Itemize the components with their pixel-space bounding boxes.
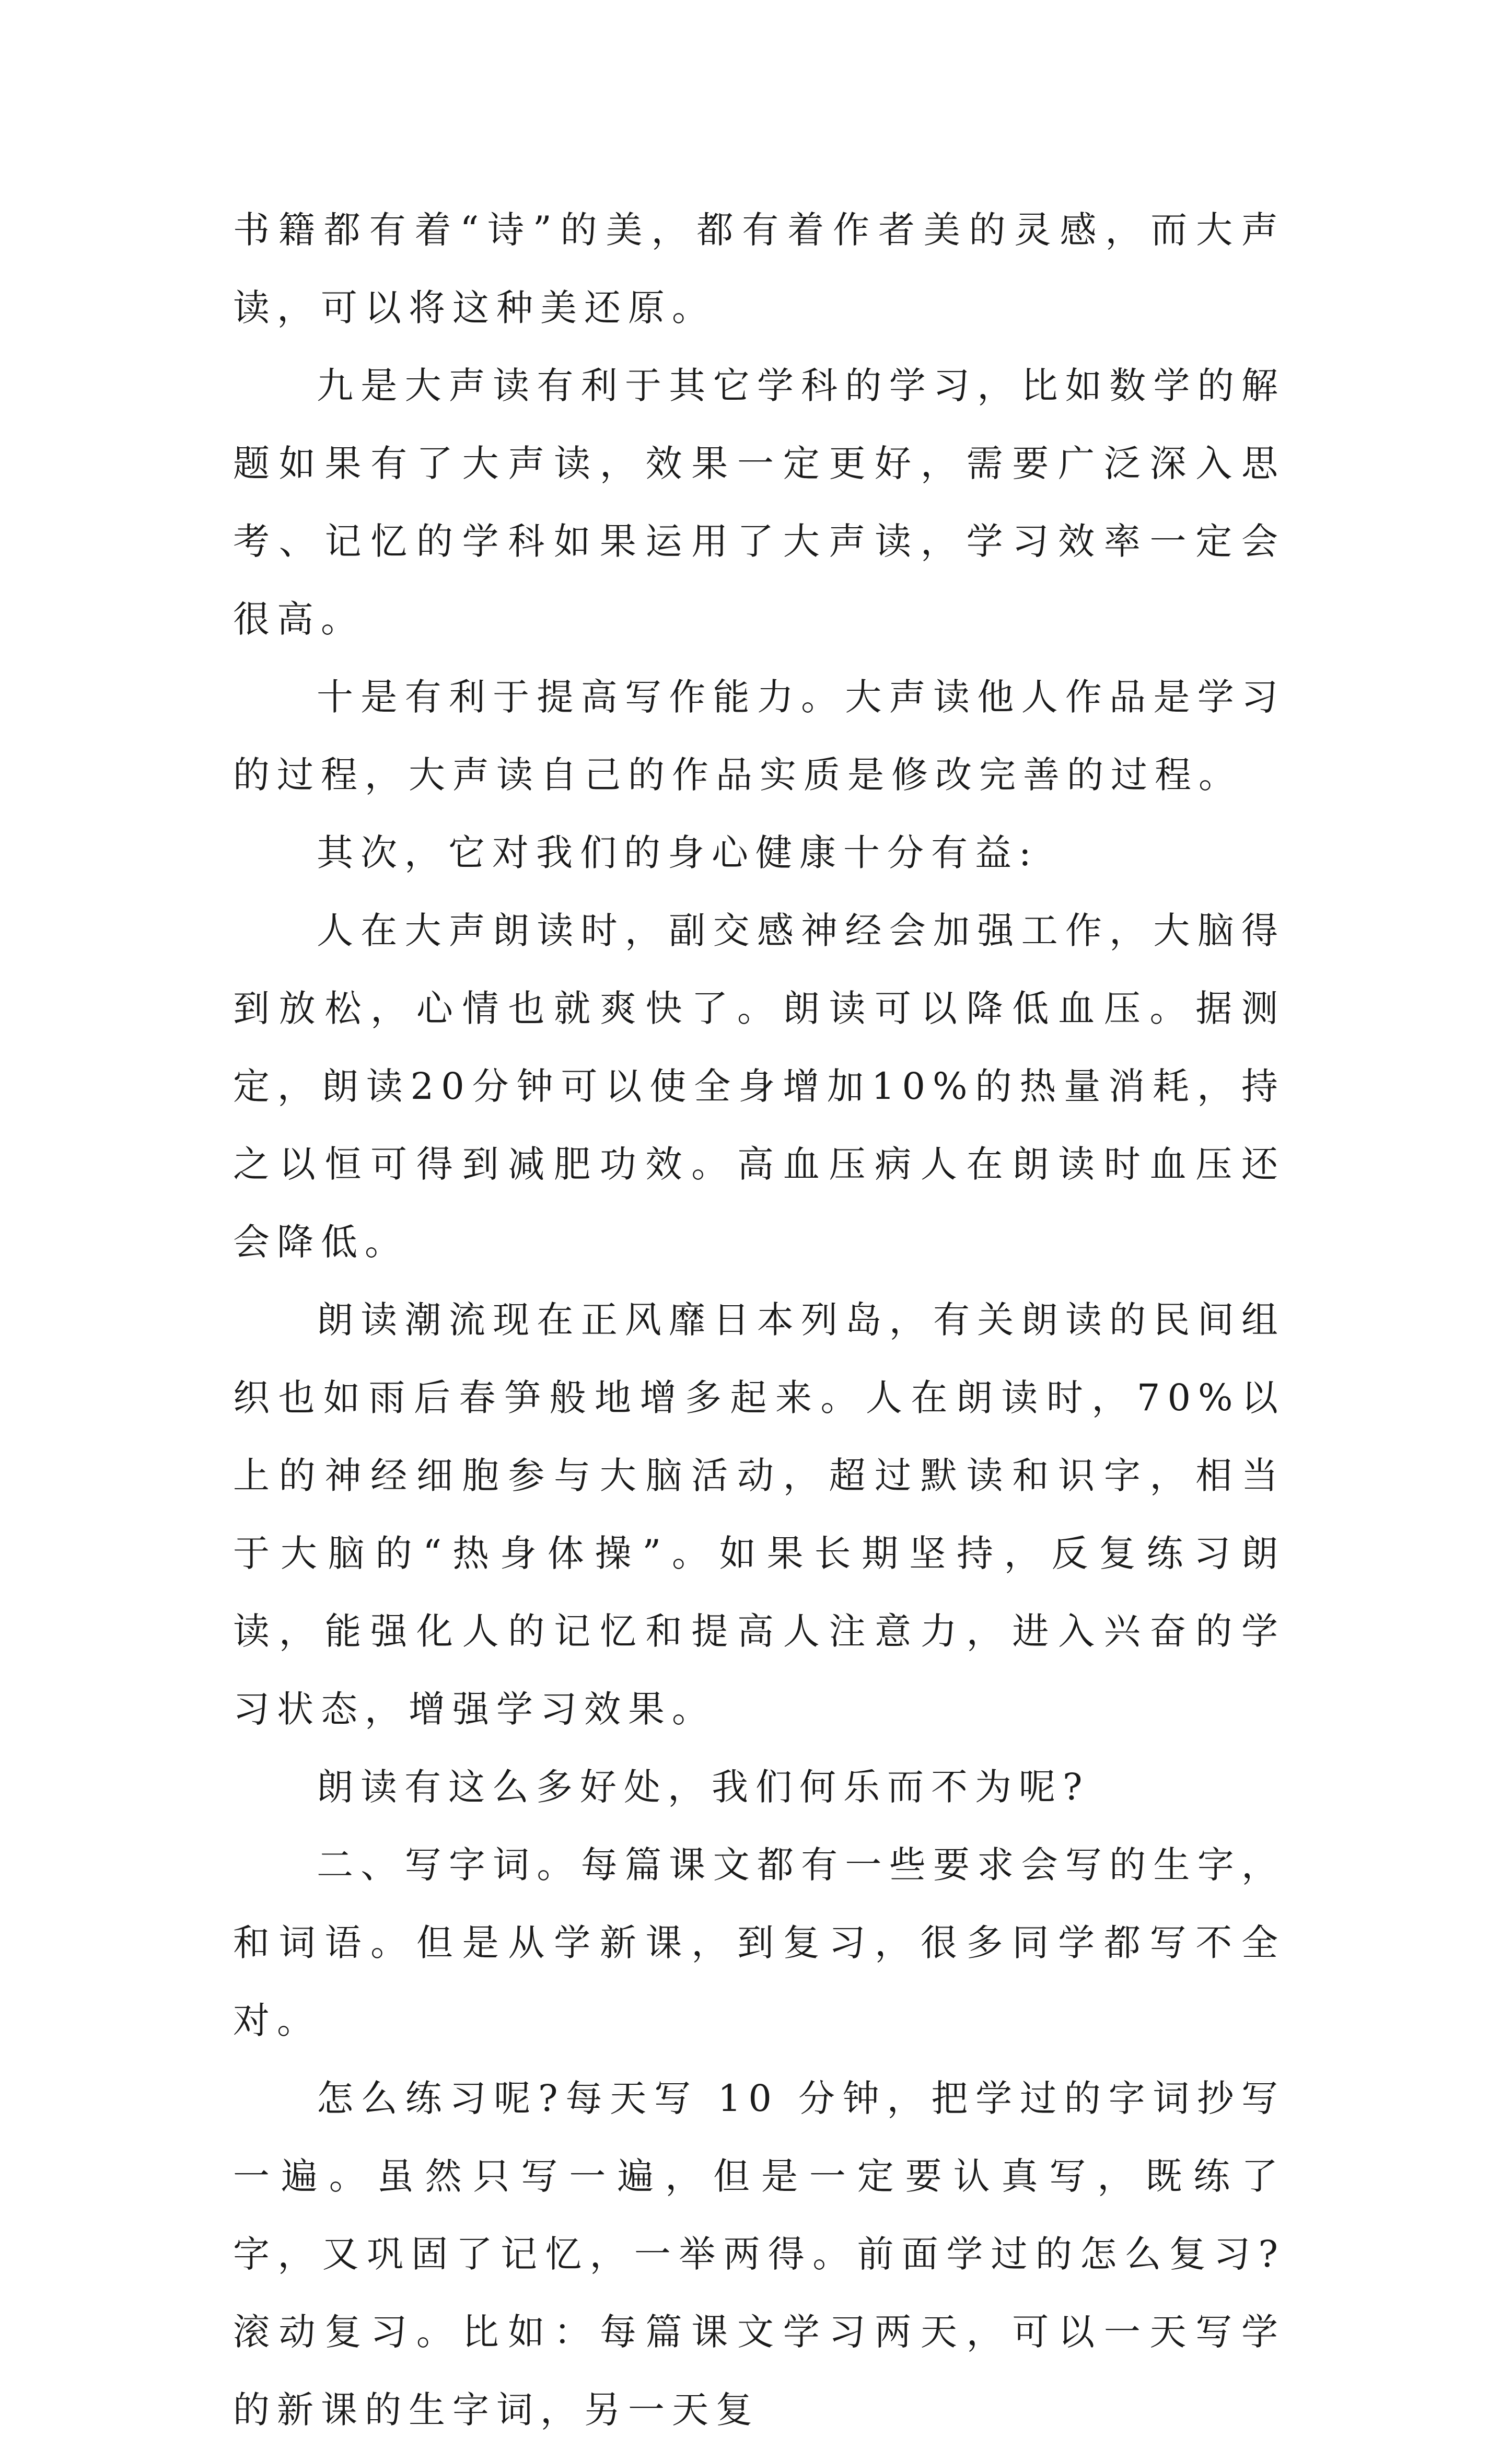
paragraph-6: 朗读潮流现在正风靡日本列岛，有关朗读的民间组织也如雨后春笋般地增多起来。人在朗读时，70%以上的神经细胞参与大脑活动，超过默读和识字，相当于大脑的“热身体操”。如果长期坚持，反复练习朗读，能强化人的记忆和提高人注意力，进入兴奋的学习状态，增强学习效果。: [233, 1298, 1285, 1731]
paragraph-9: 怎么练习呢?每天写 10 分钟，把学过的字词抄写一遍。虽然只写一遍，但是一定要认真写，既练了字，又巩固了记忆，一举两得。前面学过的怎么复习?滚动复习。比如：每篇课文学习两天，可以一天写学的新课的生字词，另一天复: [233, 2077, 1285, 2431]
paragraph-1: 书籍都有着“诗”的美，都有着作者美的灵感，而大声读，可以将这种美还原。: [233, 208, 1285, 329]
paragraph-3: 十是有利于提高写作能力。大声读他人作品是学习的过程，大声读自己的作品实质是修改完善的过程。: [233, 676, 1285, 796]
paragraph-4: 其次，它对我们的身心健康十分有益:: [317, 831, 1039, 874]
document-body: [233, 191, 1285, 2449]
paragraph-5: 人在大声朗读时，副交感神经会加强工作，大脑得到放松，心情也就爽快了。朗读可以降低血压。据测定，朗读20分钟可以使全身增加10%的热量消耗，持之以恒可得到减肥功效。高血压病人在朗读时血压还会降低。: [233, 909, 1285, 1263]
paragraph-7: 朗读有这么多好处，我们何乐而不为呢?: [317, 1766, 1090, 1808]
paragraph-2: 九是大声读有利于其它学科的学习，比如数学的解题如果有了大声读，效果一定更好，需要广泛深入思考、记忆的学科如果运用了大声读，学习效率一定会很高。: [233, 364, 1285, 641]
paragraph-8: 二、写字词。每篇课文都有一些要求会写的生字，和词语。但是从学新课，到复习，很多同学都写不全对。: [233, 1843, 1285, 2042]
